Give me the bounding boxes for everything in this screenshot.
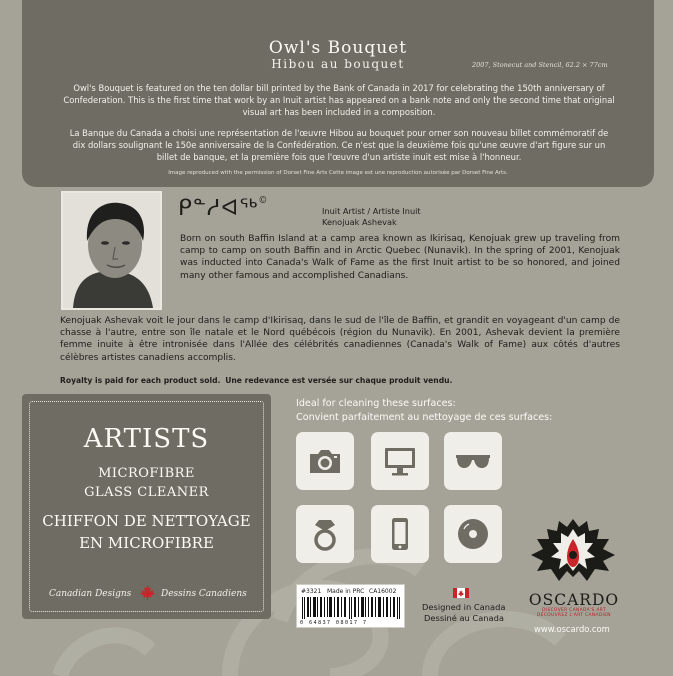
camera-icon [305,441,345,481]
oscardo-logo-icon [525,515,621,595]
product-code: CA16002 [369,588,397,595]
ring-icon [305,514,345,554]
artwork-title: Owl's Bouquet [268,38,408,58]
canada-flag-icon [453,588,469,598]
artwork-description-fr: La Banque du Canada a choisi une représentation de l'œuvre Hibou au bouquet pour orner son nouveau billet commémoratif de dix dollars soulignant le 150e anniversaire de la Confédération. Ce n'est que la deuxième fois qu'une œuvre d'art figure sur un billet de banque, et la première fois que l'œuvre d'un artiste inuit est mise à l'honneur. [69,128,609,162]
artwork-description-en: Owl's Bouquet is featured on the ten dollar bill printed by the Bank of Canada in 2017 for celebrating the 150th anniversary of Confederation. This is the first time that work by an Inuit artist has appeared on a bank note and only the second time that original visual art has been included in a composition. [63,83,615,117]
artist-role: Inuit Artist / Artiste Inuit [322,206,421,216]
sku-number: #3321 [301,588,322,595]
designed-in-canada-fr: Dessiné au Canada [424,613,504,623]
sunglasses-tile [444,432,502,490]
artist-portrait [61,191,162,310]
artwork-subtitle: Hibou au bouquet [271,57,405,71]
product-line-2: GLASS CLEANER [84,485,209,500]
brand-tagline [526,608,622,618]
royalty-en: Royalty is paid for each product sold. [60,376,221,385]
monitor-icon [380,441,420,481]
disc-icon [453,514,493,554]
brand-tagline-fr: DÉCOUVREZ L'ART CANADIEN [537,613,611,618]
portrait-image [63,193,160,308]
brand-website-link[interactable]: www.oscardo.com [534,624,610,634]
royalty-note [60,376,452,385]
monitor-tile [371,432,429,490]
camera-tile [296,432,354,490]
barcode-icon [301,597,402,619]
product-line-4: EN MICROFIBRE [79,534,214,552]
copyright-mark: © [258,196,269,206]
dessins-canadiens-label: Dessins Canadiens [161,589,247,599]
artwork-info-panel [22,0,654,187]
brand-tagline-en: DISCOVER CANADA'S ART [542,608,606,613]
sunglasses-icon [453,441,493,481]
product-line-1: MICROFIBRE [98,466,195,481]
ring-tile [296,505,354,563]
surfaces-heading-en: Ideal for cleaning these surfaces: [296,398,456,409]
phone-tile [371,505,429,563]
phone-icon [380,514,420,554]
disc-tile [444,505,502,563]
artist-name: Kenojuak Ashevak [322,217,397,227]
image-credit: Image reproduced with the permission of Dorset Fine Arts Cette image est une reproduction autorisée par Dorset Fine Arts. [168,170,508,176]
barcode-label [296,584,405,628]
artist-bio-en: Born on south Baffin Island at a camp area known as Ikirisaq, Kenojuak grew up traveling from camp to camp on south Baffin and in Arctic Quebec (Nunavik). In the spring of 2001, Kenojuak was inducted into Canada's Walk of Fame as the first Inuit artist to be so honored, and joined many other famous and accomplished Canadians. [180,234,620,281]
product-brand-line: ARTISTS [83,424,210,454]
made-in-label: Made in PRC [327,588,365,595]
signature-syllabics: ᑭᓐᓱᐊᖅ [178,196,259,221]
artist-bio-fr: Kenojuak Ashevak voit le jour dans le camp d'Ikirisaq, dans le sud de l'île de Baffin, et grandit en voyageant d'un camp de chasse à l'autre, entre son île natale et le Nord québécois (région du Nunavik). En 2001, Ashevak devient la première femme inuite à être intronisée dans l'Allée des célébrités canadiennes (Canada's Walk of Fame) aux côtés d'autres célèbres artistes canadiens accomplis. [60,316,620,363]
artwork-medium: 2007, Stonecut and Stencil, 62.2 × 77cm [472,61,608,69]
canadian-designs-label: Canadian Designs [49,589,132,599]
product-card [22,394,271,619]
brand-name: OSCARDO [528,591,620,609]
maple-leaf-icon [139,584,156,601]
artist-signature [178,196,268,221]
product-card-border [29,401,264,612]
barcode-digits: 0 64837 08017 7 [300,620,368,626]
surfaces-heading-fr: Convient parfaitement au nettoyage de ces surfaces: [296,412,553,423]
product-line-3: CHIFFON DE NETTOYAGE [42,512,251,530]
designed-in-canada-en: Designed in Canada [422,602,506,612]
royalty-fr: Une redevance est versée sur chaque produit vendu. [225,376,453,385]
